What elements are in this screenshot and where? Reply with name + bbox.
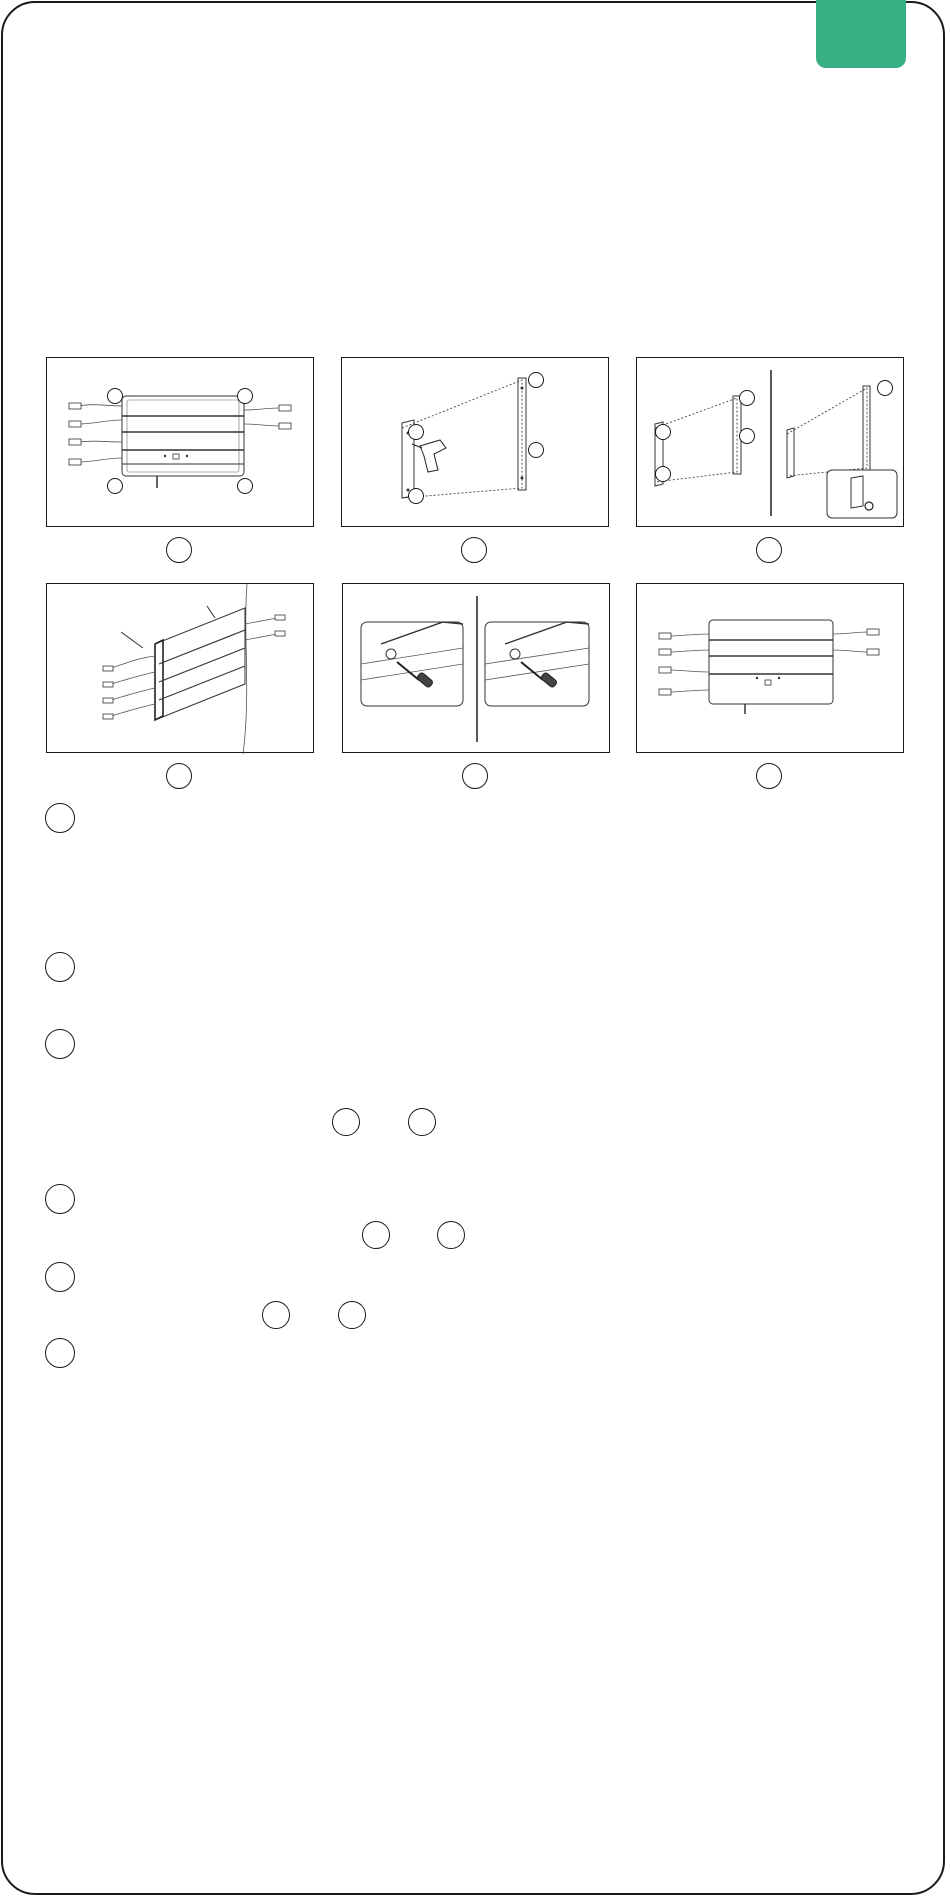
step-4-ref-2 <box>437 1221 465 1249</box>
step-2-marker <box>45 952 75 982</box>
bracket-screws-illustration <box>637 358 905 528</box>
step-4-marker <box>45 1184 75 1214</box>
figure-2-callout-4 <box>408 488 424 504</box>
step-5-marker <box>45 1262 75 1292</box>
screwdriver-fixing-illustration <box>343 584 611 754</box>
step-3-ref-1 <box>332 1108 360 1136</box>
figure-2-callout-1 <box>528 372 544 388</box>
inverter-cables-illustration <box>47 358 315 528</box>
figure-5 <box>342 583 610 753</box>
figure-1 <box>46 357 314 527</box>
bracket-drill-illustration <box>342 358 610 528</box>
figure-3-callout-3 <box>739 428 755 444</box>
step-5-ref-2 <box>338 1301 366 1329</box>
step-5-ref-1 <box>262 1301 290 1329</box>
figure-1-caption-marker <box>166 537 192 563</box>
figure-2 <box>341 357 609 527</box>
figure-3 <box>636 357 904 527</box>
figure-6 <box>636 583 904 753</box>
figure-1-callout-4 <box>237 478 253 494</box>
figure-2-callout-3 <box>528 442 544 458</box>
figure-1-callout-1 <box>107 388 123 404</box>
figure-3-callout-2 <box>739 390 755 406</box>
figure-5-caption-marker <box>462 763 488 789</box>
step-3-marker <box>45 1029 75 1059</box>
figure-3-callout-1 <box>655 424 671 440</box>
step-3-ref-2 <box>408 1108 436 1136</box>
figure-2-caption-marker <box>461 537 487 563</box>
figure-3-caption-marker <box>756 537 782 563</box>
step-4-ref-1 <box>362 1221 390 1249</box>
step-1-marker <box>45 803 75 833</box>
figure-3-callout-4 <box>655 466 671 482</box>
inverter-hanging-illustration <box>47 584 315 754</box>
figure-2-callout-2 <box>408 424 424 440</box>
corner-tab <box>816 0 906 68</box>
figure-3-callout-5 <box>877 380 893 396</box>
figure-1-callout-2 <box>237 388 253 404</box>
step-6-marker <box>45 1338 75 1368</box>
inverter-mounted-illustration <box>637 584 905 754</box>
figure-6-caption-marker <box>756 763 782 789</box>
figure-1-callout-3 <box>107 478 123 494</box>
figure-4 <box>46 583 314 753</box>
page-frame <box>1 1 945 1895</box>
figure-4-caption-marker <box>166 763 192 789</box>
